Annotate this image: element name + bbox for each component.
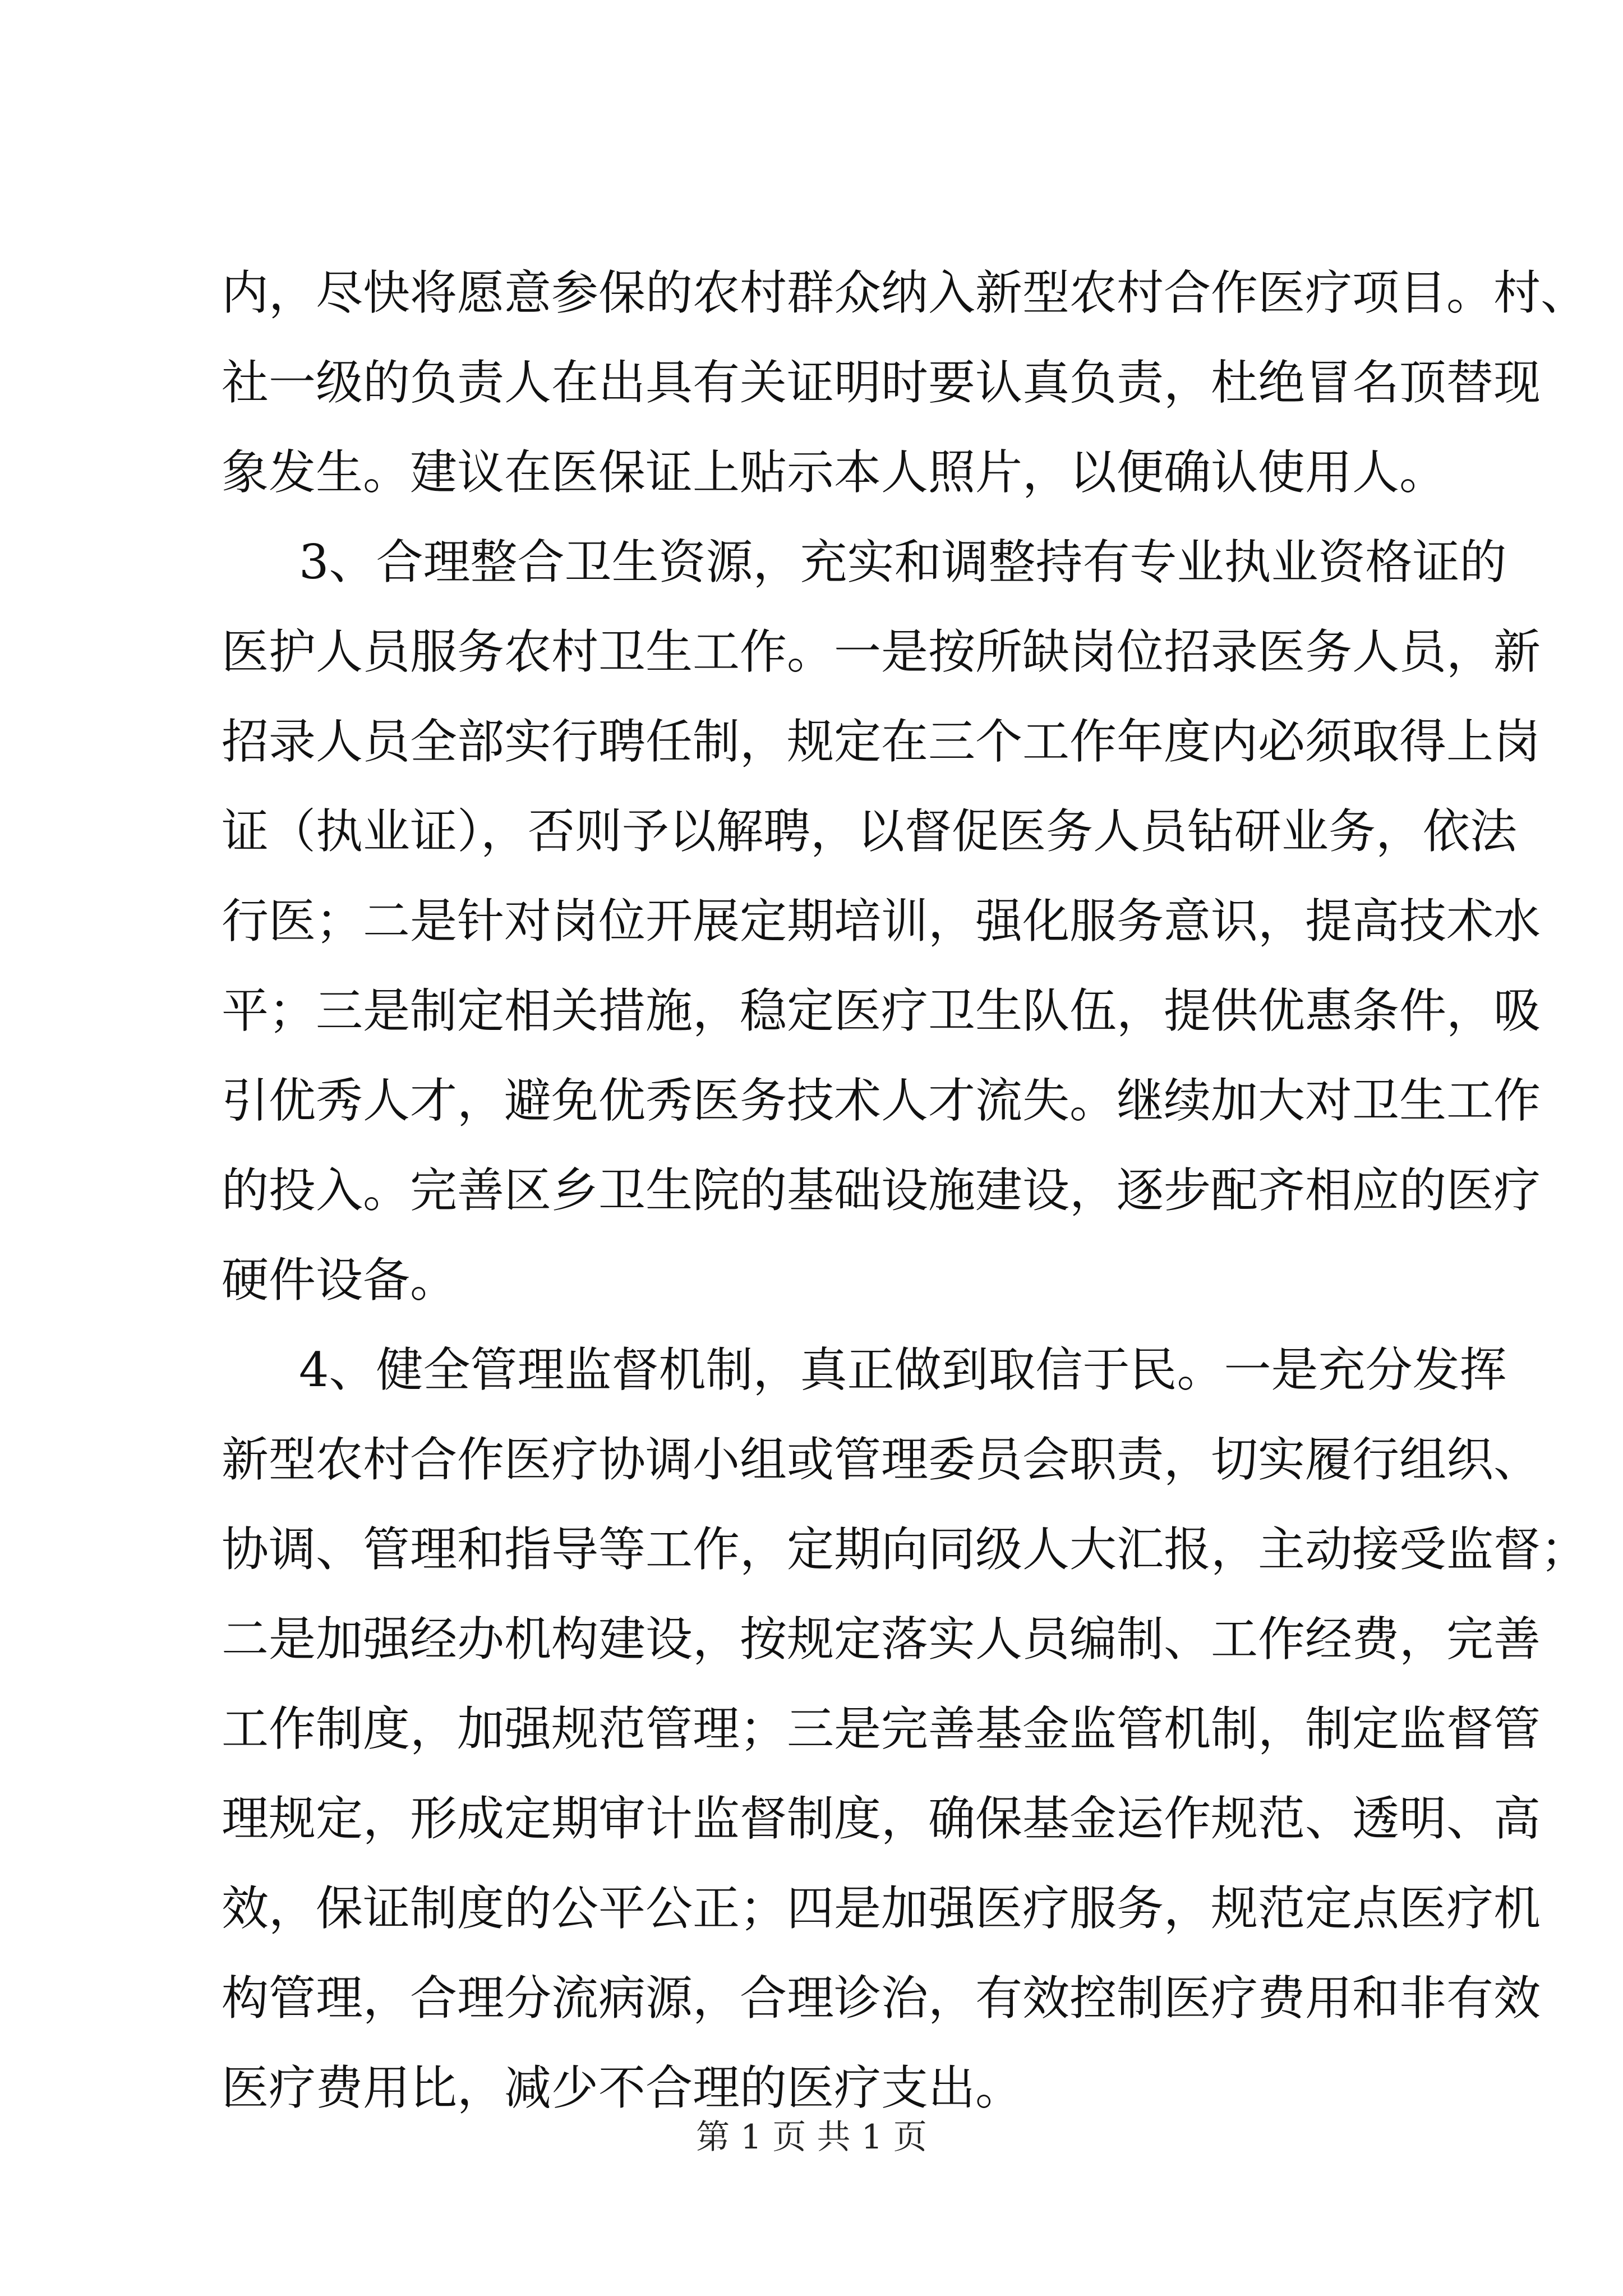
text-line: 证（执业证），否则予以解聘，以督促医务人员钻研业务，依法 bbox=[222, 804, 1518, 859]
paragraph-4-first-line: 4、健全管理监督机制，真正做到取信于民。一是充分发挥 bbox=[299, 1342, 1507, 1397]
text-line: 招录人员全部实行聘任制，规定在三个工作年度内必须取得上岗 bbox=[222, 714, 1541, 769]
text-line: 社一级的负责人在出具有关证明时要认真负责，杜绝冒名顶替现 bbox=[222, 355, 1541, 410]
paragraph-3-first-line: 3、合理整合卫生资源，充实和调整持有专业执业资格证的 bbox=[299, 535, 1507, 590]
text-line: 引优秀人才，避免优秀医务技术人才流失。继续加大对卫生工作 bbox=[222, 1073, 1541, 1128]
text-line: 新型农村合作医疗协调小组或管理委员会职责，切实履行组织、 bbox=[222, 1432, 1541, 1487]
text-line: 工作制度，加强规范管理；三是完善基金监管机制，制定监督管 bbox=[222, 1701, 1541, 1756]
text-line: 的投入。完善区乡卫生院的基础设施建设，逐步配齐相应的医疗 bbox=[222, 1163, 1541, 1218]
text-line: 象发生。建议在医保证上贴示本人照片，以便确认使用人。 bbox=[222, 445, 1447, 500]
text-line: 内，尽快将愿意参保的农村群众纳入新型农村合作医疗项目。村、 bbox=[222, 265, 1588, 320]
text-line: 协调、管理和指导等工作，定期向同级人大汇报，主动接受监督； bbox=[222, 1522, 1588, 1577]
text-line: 效，保证制度的公平公正；四是加强医疗服务，规范定点医疗机 bbox=[222, 1881, 1541, 1936]
page-number-footer: 第 1 页 共 1 页 bbox=[696, 2118, 927, 2157]
text-line: 医疗费用比，减少不合理的医疗支出。 bbox=[222, 2060, 1023, 2115]
text-line: 医护人员服务农村卫生工作。一是按所缺岗位招录医务人员，新 bbox=[222, 624, 1541, 679]
text-line: 行医；二是针对岗位开展定期培训，强化服务意识，提高技术水 bbox=[222, 894, 1541, 949]
text-line: 硬件设备。 bbox=[222, 1253, 458, 1308]
text-line: 平；三是制定相关措施，稳定医疗卫生队伍，提供优惠条件，吸 bbox=[222, 983, 1541, 1038]
text-line: 理规定，形成定期审计监督制度，确保基金运作规范、透明、高 bbox=[222, 1791, 1541, 1846]
text-line: 构管理，合理分流病源，合理诊治，有效控制医疗费用和非有效 bbox=[222, 1971, 1541, 2026]
text-line: 二是加强经办机构建设，按规定落实人员编制、工作经费，完善 bbox=[222, 1612, 1541, 1667]
